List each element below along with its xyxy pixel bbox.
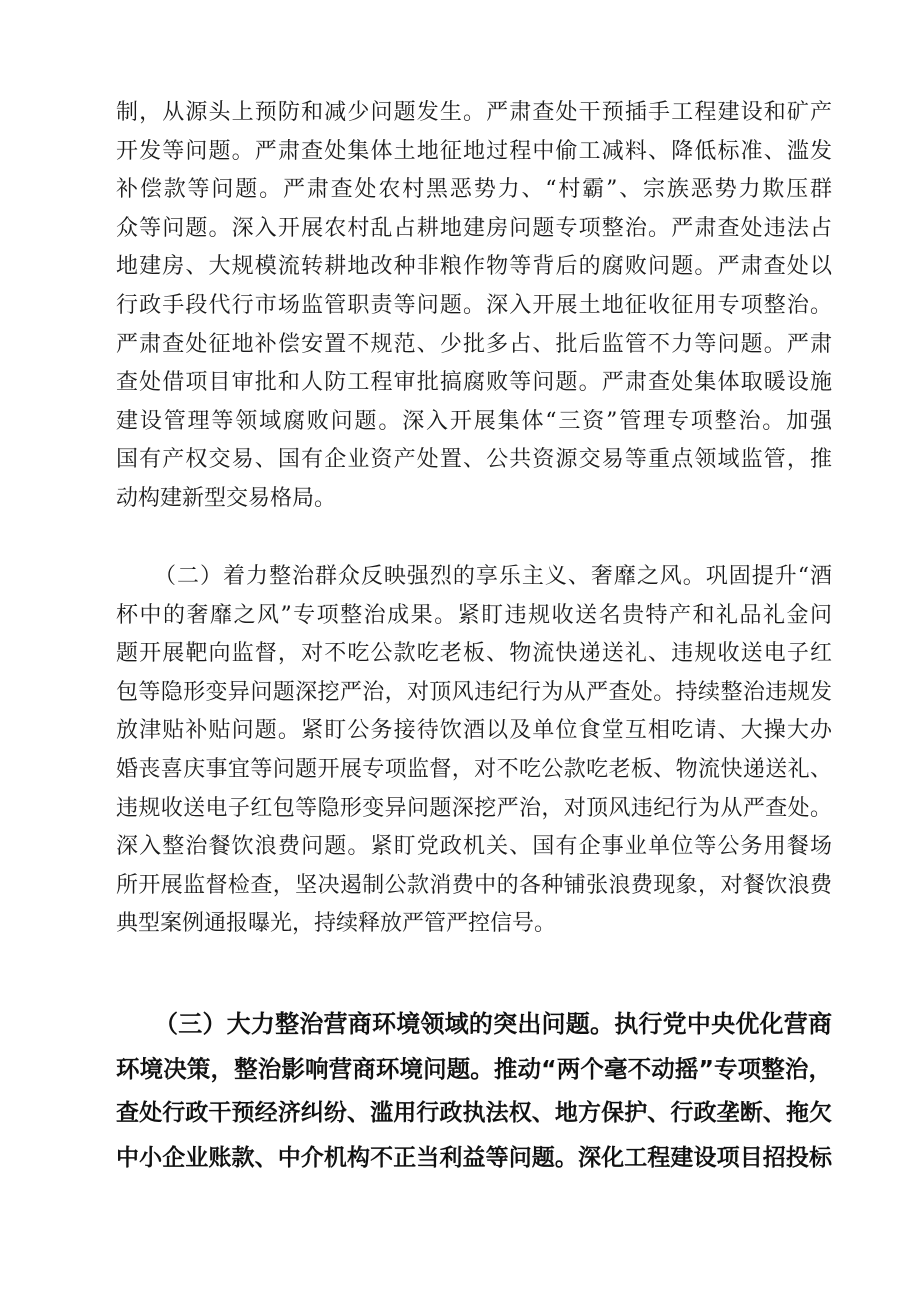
text-line: 补偿款等问题。严肃查处农村黑恶势力、“村霸”、宗族恶势力欺压群 (116, 177, 832, 203)
text-line: 中小企业账款、中介机构不正当利益等问题。深化工程建设项目招投标 (116, 1144, 832, 1171)
section-heading-line: （二）着力整治群众反映强烈的享乐主义、奢靡之风。巩固提升“酒 (154, 564, 832, 589)
text-line: 制，从源头上预防和减少问题发生。严肃查处干预插手工程建设和矿产 (116, 100, 832, 125)
text-line: 开发等问题。严肃查处集体土地征地过程中偷工减料、降低标准、滥发 (116, 138, 832, 164)
text-line: 婚丧喜庆事宜等问题开展专项监督，对不吃公款吃老板、物流快递送礼、 (116, 756, 832, 782)
text-line: 题开展靶向监督，对不吃公款吃老板、物流快递送礼、违规收送电子红 (116, 641, 832, 667)
text-line: 包等隐形变异问题深挖严治，对顶风违纪行为从严查处。持续整治违规发 (116, 679, 832, 705)
text-line: 建设管理等领域腐败问题。深入开展集体“三资”管理专项整治。加强 (116, 408, 832, 434)
section-heading-line: （三）大力整治营商环境领域的突出问题。执行党中央优化营商 (154, 1010, 832, 1038)
text-line: 深入整治餐饮浪费问题。紧盯党政机关、国有企事业单位等公务用餐场 (116, 834, 832, 860)
paragraph-hedonism-extravagance (116, 558, 832, 944)
text-line: 地建房、大规模流转耕地改种非粮作物等背后的腐败问题。严肃查处以 (116, 254, 832, 280)
text-line: 杯中的奢靡之风”专项整治成果。紧盯违规收送名贵特产和礼品礼金问 (116, 602, 832, 628)
text-line: 环境决策，整治影响营商环境问题。推动“两个毫不动摇”专项整治， (116, 1054, 832, 1083)
text-line: 所开展监督检查，坚决遏制公款消费中的各种铺张浪费现象，对餐饮浪费 (116, 872, 832, 898)
text-line: 众等问题。深入开展农村乱占耕地建房问题专项整治。严肃查处违法占 (116, 215, 832, 241)
text-line: 国有产权交易、国有企业资产处置、公共资源交易等重点领域监管，推 (116, 447, 832, 473)
paragraph-business-environment (116, 1002, 832, 1180)
paragraph-rural-corruption (116, 94, 832, 519)
text-line: 严肃查处征地补偿安置不规范、少批多占、批后监管不力等问题。严肃 (116, 331, 832, 357)
text-line: 放津贴补贴问题。紧盯公务接待饮酒以及单位食堂互相吃请、大操大办 (116, 718, 832, 744)
text-line: 行政手段代行市场监管职责等问题。深入开展土地征收征用专项整治。 (116, 292, 832, 318)
text-line: 动构建新型交易格局。 (116, 485, 337, 511)
text-line: 查处行政干预经济纠纷、滥用行政执法权、地方保护、行政垄断、拖欠 (116, 1100, 832, 1126)
text-line: 查处借项目审批和人防工程审批搞腐败等问题。严肃查处集体取暖设施 (116, 370, 832, 396)
text-line: 违规收送电子红包等隐形变异问题深挖严治，对顶风违纪行为从严查处。 (116, 795, 832, 821)
text-line: 典型案例通报曝光，持续释放严管严控信号。 (116, 911, 557, 937)
